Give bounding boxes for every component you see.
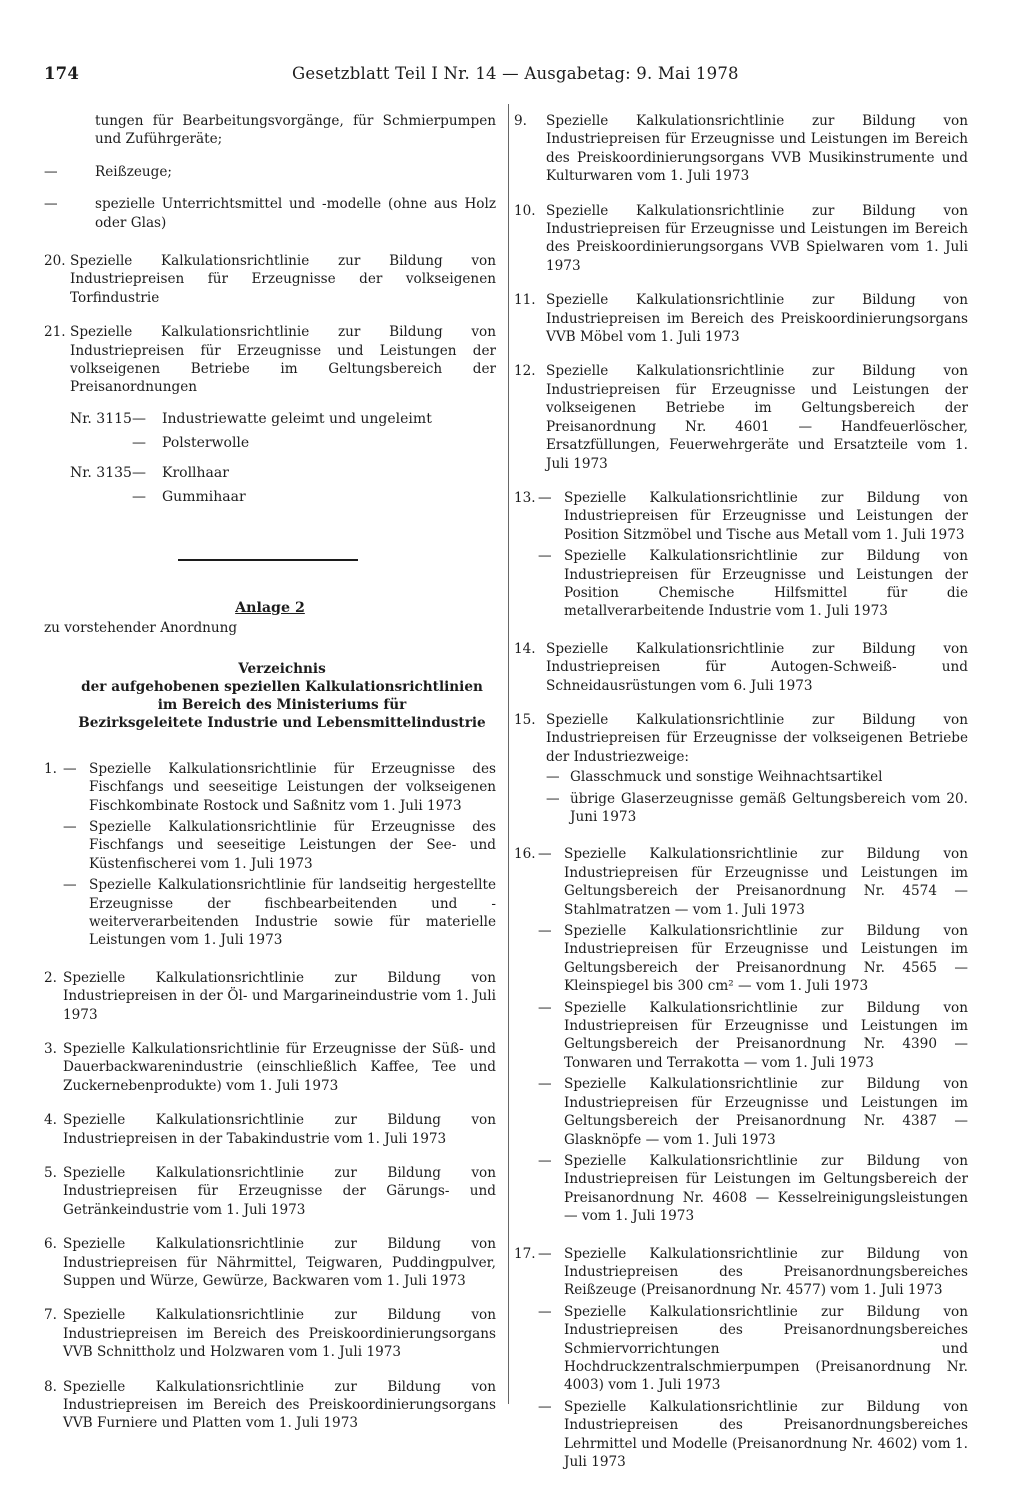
page-header-title: Gesetzblatt Teil I Nr. 14 — Ausgabetag: 9. Mai 1978 — [292, 64, 739, 83]
list-subitem: — Spezielle Kalkulationsrichtlinie zur Bildung von Industriepreisen für Erzeugnisse und Leistungen im Geltungsbereich der Preisanordnung Nr. 4390 — Tonwaren und Terrakotta — vom 1. Juli 1973 — [538, 999, 968, 1071]
subitem-row: — Polsterwolle — [132, 434, 250, 451]
list-subitem: — Spezielle Kalkulationsrichtlinie zur Bildung von Industriepreisen für Erzeugnisse und Leistungen im Geltungsbereich der Preisanordnung Nr. 4387 — Glasknöpfe — vom 1. Juli 1973 — [538, 1076, 968, 1148]
list-item-3: 3. Spezielle Kalkulationsrichtlinie für Erzeugnisse der Süß- und Dauerbackwarenindustrie (einschließlich Kaffee, Tee und Zuckernebenprodukte) vom 1. Juli 1973 — [44, 1040, 496, 1094]
list-item-9: 9. Spezielle Kalkulationsrichtlinie zur Bildung von Industriepreisen für Erzeugnisse und Leistungen im Bereich des Preiskoordinierungsorgans VVB Musikinstrumente und Kulturwaren vom 1. Juli 1973 — [514, 113, 968, 185]
column-divider — [508, 104, 509, 1404]
list-subitem: — Glasschmuck und sonstige Weihnachtsartikel — [546, 769, 883, 786]
list-item-5: 5. Spezielle Kalkulationsrichtlinie zur Bildung von Industriepreisen für Erzeugnisse der Gärungs- und Getränkeindustrie vom 1. Juli 1973 — [44, 1165, 496, 1218]
list-item-1: 1. — Spezielle Kalkulationsrichtlinie für Erzeugnisse des Fischfangs und seeseitige Leistungen der volkseigenen Fischkombinate Rostock und Saßnitz vom 1. Juli 1973 — Spezielle Kalkulationsrichtlinie für Erzeugnisse des Fischfangs und seeseitige Leistungen der See- und Küstenfischerei vom 1. Juli 1973 — Spezielle Kalkulationsrichtlinie für landseitig hergestellte Erzeugnisse der fischbearbeitenden und -weiterverarbeitenden Industrie sowie für materielle Leistungen vom 1. Juli 1973 — [44, 760, 496, 949]
list-item-16: 16. — Spezielle Kalkulationsrichtlinie zur Bildung von Industriepreisen für Erzeugnisse und Leistungen im Geltungsbereich der Preisanordnung Nr. 4574 — Stahlmatratzen — vom 1. Juli 1973 — Spezielle Kalkulationsrichtlinie zur Bildung von Industriepreisen für Erzeugnisse und Leistungen im Geltungsbereich der Preisanordnung Nr. 4565 — Kleinspiegel bis 300 cm² — vom 1. Juli 1973 — Spezielle Kalkulationsrichtlinie zur Bildung von Industriepreisen für Erzeugnisse und Leistungen im Geltungsbereich der Preisanordnung Nr. 4390 — Tonwaren und Terrakotta — vom 1. Juli 1973 — Spezielle Kalkulationsrichtlinie zur Bildung von Industriepreisen für Erzeugnisse und Leistungen im Geltungsbereich der Preisanordnung Nr. 4387 — Glasknöpfe — vom 1. Juli 1973 — Spezielle Kalkulationsrichtlinie zur Bildung von Industriepreisen für Leistungen im Geltungsbereich der Preisanordnung Nr. 4608 — Kesselreinigungsleistungen — vom 1. Juli 1973 — [514, 846, 968, 1225]
list-item-17: 17. — Spezielle Kalkulationsrichtlinie zur Bildung von Industriepreisen des Preisanordnungsbereiches Reißzeuge (Preisanordnung Nr. 4577) vom 1. Juli 1973 — Spezielle Kalkulationsrichtlinie zur Bildung von Industriepreisen des Preisanordnungsbereiches Schmiervorrichtungen und Hochdruckzentralschmierpumpen (Preisanordnung Nr. 4003) vom 1. Juli 1973 — Spezielle Kalkulationsrichtlinie zur Bildung von Industriepreisen des Preisanordnungsbereiches Lehrmittel und Modelle (Preisanordnung Nr. 4602) vom 1. Juli 1973 — [514, 1245, 968, 1470]
list-item-10: 10. Spezielle Kalkulationsrichtlinie zur Bildung von Industriepreisen für Erzeugnisse und Leistungen im Bereich des Preiskoordinierungsorgans VVB Spielwaren vom 1. Juli 1973 — [514, 202, 968, 274]
list-item-21: 21. Spezielle Kalkulationsrichtlinie zur Bildung von Industriepreisen für Erzeugnisse und Leistungen der volkseigenen Betriebe im Geltungsbereich der Preisanordnungen — [44, 324, 496, 396]
anlage-title: Anlage 2 — [235, 599, 305, 616]
list-item-8: 8. Spezielle Kalkulationsrichtlinie zur Bildung von Industriepreisen im Bereich des Preiskoordinierungsorgans VVB Furniere und Platten vom 1. Juli 1973 — [44, 1378, 496, 1432]
list-subitem: — Spezielle Kalkulationsrichtlinie für landseitig hergestellte Erzeugnisse der fischbearbeitenden und -weiterverarbeitenden Industrie sowie für materielle Leistungen vom 1. Juli 1973 — [63, 877, 496, 949]
left-column — [44, 112, 496, 1449]
list-item-2: 2. Spezielle Kalkulationsrichtlinie zur Bildung von Industriepreisen in der Öl- und Margarineindustrie vom 1. Juli 1973 — [44, 969, 496, 1023]
right-column — [514, 112, 968, 1490]
list-subitem: — Spezielle Kalkulationsrichtlinie zur Bildung von Industriepreisen für Erzeugnisse und Leistungen der Position Chemische Hilfsmittel für die metallverarbeitende Industrie vom 1. Juli 1973 — [538, 548, 968, 620]
subitem-list — [44, 407, 496, 509]
list-item-12: 12. Spezielle Kalkulationsrichtlinie zur Bildung von Industriepreisen für Erzeugnisse und Leistungen der volkseigenen Betriebe im Geltungsbereich der Preisanordnung Nr. 4601 — Handfeuerlöscher, Ersatzfüllungen, Feuerwehrgeräte und Ersatzteile vom 1. Juli 1973 — [514, 363, 968, 472]
subitem-row: Nr. 3135 — Krollhaar — [70, 464, 229, 481]
section-divider — [178, 559, 358, 561]
list-subitem: — Spezielle Kalkulationsrichtlinie zur Bildung von Industriepreisen für Erzeugnisse und Leistungen im Geltungsbereich der Preisanordnung Nr. 4574 — Stahlmatratzen — vom 1. Juli 1973 — [538, 846, 968, 918]
list-item-20: 20. Spezielle Kalkulationsrichtlinie zur Bildung von Industriepreisen für Erzeugnisse der volkseigenen Torfindustrie — [44, 253, 496, 306]
list-item-7: 7. Spezielle Kalkulationsrichtlinie zur Bildung von Industriepreisen im Bereich des Preiskoordinierungsorgans VVB Schnittholz und Holzwaren vom 1. Juli 1973 — [44, 1307, 496, 1361]
subitem-row: — Gummihaar — [132, 488, 246, 505]
list-subitem: — Spezielle Kalkulationsrichtlinie zur Bildung von Industriepreisen für Erzeugnisse und Leistungen im Geltungsbereich der Preisanordnung Nr. 4565 — Kleinspiegel bis 300 cm² — vom 1. Juli 1973 — [538, 923, 968, 995]
list-item-6: 6. Spezielle Kalkulationsrichtlinie zur Bildung von Industriepreisen für Nährmittel, Teigwaren, Puddingpulver, Suppen und Würze, Gewürze, Backwaren vom 1. Juli 1973 — [44, 1236, 496, 1290]
list-subitem: — Spezielle Kalkulationsrichtlinie für Erzeugnisse des Fischfangs und seeseitige Leistungen der See- und Küstenfischerei vom 1. Juli 1973 — [63, 818, 496, 872]
list-subitem: — Spezielle Kalkulationsrichtlinie zur Bildung von Industriepreisen des Preisanordnungsbereiches Reißzeuge (Preisanordnung Nr. 4577) vom 1. Juli 1973 — [538, 1245, 968, 1299]
list-item-15: 15. Spezielle Kalkulationsrichtlinie zur Bildung von Industriepreisen für Erzeugnisse der volkseigenen Betriebe der Industriezweige: — Glasschmuck und sonstige Weihnachtsartikel — übrige Glaserzeugnisse gemäß Geltungsbereich vom 20. Juni 1973 — [514, 711, 968, 825]
list-item-11: 11. Spezielle Kalkulationsrichtlinie zur Bildung von Industriepreisen im Bereich des Preiskoordinierungsorgans VVB Möbel vom 1. Juli 1973 — [514, 292, 968, 346]
verzeichnis-heading: Verzeichnis der aufgehobenen speziellen Kalkulationsrichtlinien im Bereich des Ministeriums für Bezirksgeleitete Industrie und Lebensmittelindustrie — [78, 660, 486, 731]
list-subitem: — Spezielle Kalkulationsrichtlinie zur Bildung von Industriepreisen für Erzeugnisse und Leistungen der Position Sitzmöbel und Tische aus Metall vom 1. Juli 1973 — [538, 489, 968, 543]
list-item: — spezielle Unterrichtsmittel und -modelle (ohne aus Holz oder Glas) — [44, 196, 496, 231]
anlage-subtitle: zu vorstehender Anordnung — [44, 620, 238, 637]
list-item-14: 14. Spezielle Kalkulationsrichtlinie zur Bildung von Industriepreisen für Autogen-Schweiß- und Schneidausrüstungen vom 6. Juli 1973 — [514, 640, 968, 694]
continuation-text: tungen für Bearbeitungsvorgänge, für Schmierpumpen und Zuführgeräte; — [95, 113, 496, 148]
list-subitem: — Spezielle Kalkulationsrichtlinie zur Bildung von Industriepreisen des Preisanordnungsbereiches Schmiervorrichtungen und Hochdruckzentralschmierpumpen (Preisanordnung Nr. 4003) vom 1. Juli 1973 — [538, 1303, 968, 1394]
list-item: — Reißzeuge; — [44, 163, 172, 180]
list-subitem: — Spezielle Kalkulationsrichtlinie zur Bildung von Industriepreisen für Leistungen im Geltungsbereich der Preisanordnung Nr. 4608 — Kesselreinigungsleistungen — vom 1. Juli 1973 — [538, 1152, 968, 1225]
page-number: 174 — [44, 64, 80, 83]
list-subitem: — übrige Glaserzeugnisse gemäß Geltungsbereich vom 20. Juni 1973 — [546, 790, 968, 825]
list-item-13: 13. — Spezielle Kalkulationsrichtlinie zur Bildung von Industriepreisen für Erzeugnisse und Leistungen der Position Sitzmöbel und Tische aus Metall vom 1. Juli 1973 — Spezielle Kalkulationsrichtlinie zur Bildung von Industriepreisen für Erzeugnisse und Leistungen der Position Chemische Hilfsmittel für die metallverarbeitende Industrie vom 1. Juli 1973 — [514, 489, 968, 620]
list-subitem: — Spezielle Kalkulationsrichtlinie zur Bildung von Industriepreisen des Preisanordnungsbereiches Lehrmittel und Modelle (Preisanordnung Nr. 4602) vom 1. Juli 1973 — [538, 1398, 968, 1470]
subitem-row: Nr. 3115 — Industriewatte geleimt und ungeleimt — [70, 410, 432, 427]
list-item-4: 4. Spezielle Kalkulationsrichtlinie zur Bildung von Industriepreisen in der Tabakindustrie vom 1. Juli 1973 — [44, 1112, 496, 1147]
list-subitem: — Spezielle Kalkulationsrichtlinie für Erzeugnisse des Fischfangs und seeseitige Leistungen der volkseigenen Fischkombinate Rostock und Saßnitz vom 1. Juli 1973 — [63, 760, 496, 814]
